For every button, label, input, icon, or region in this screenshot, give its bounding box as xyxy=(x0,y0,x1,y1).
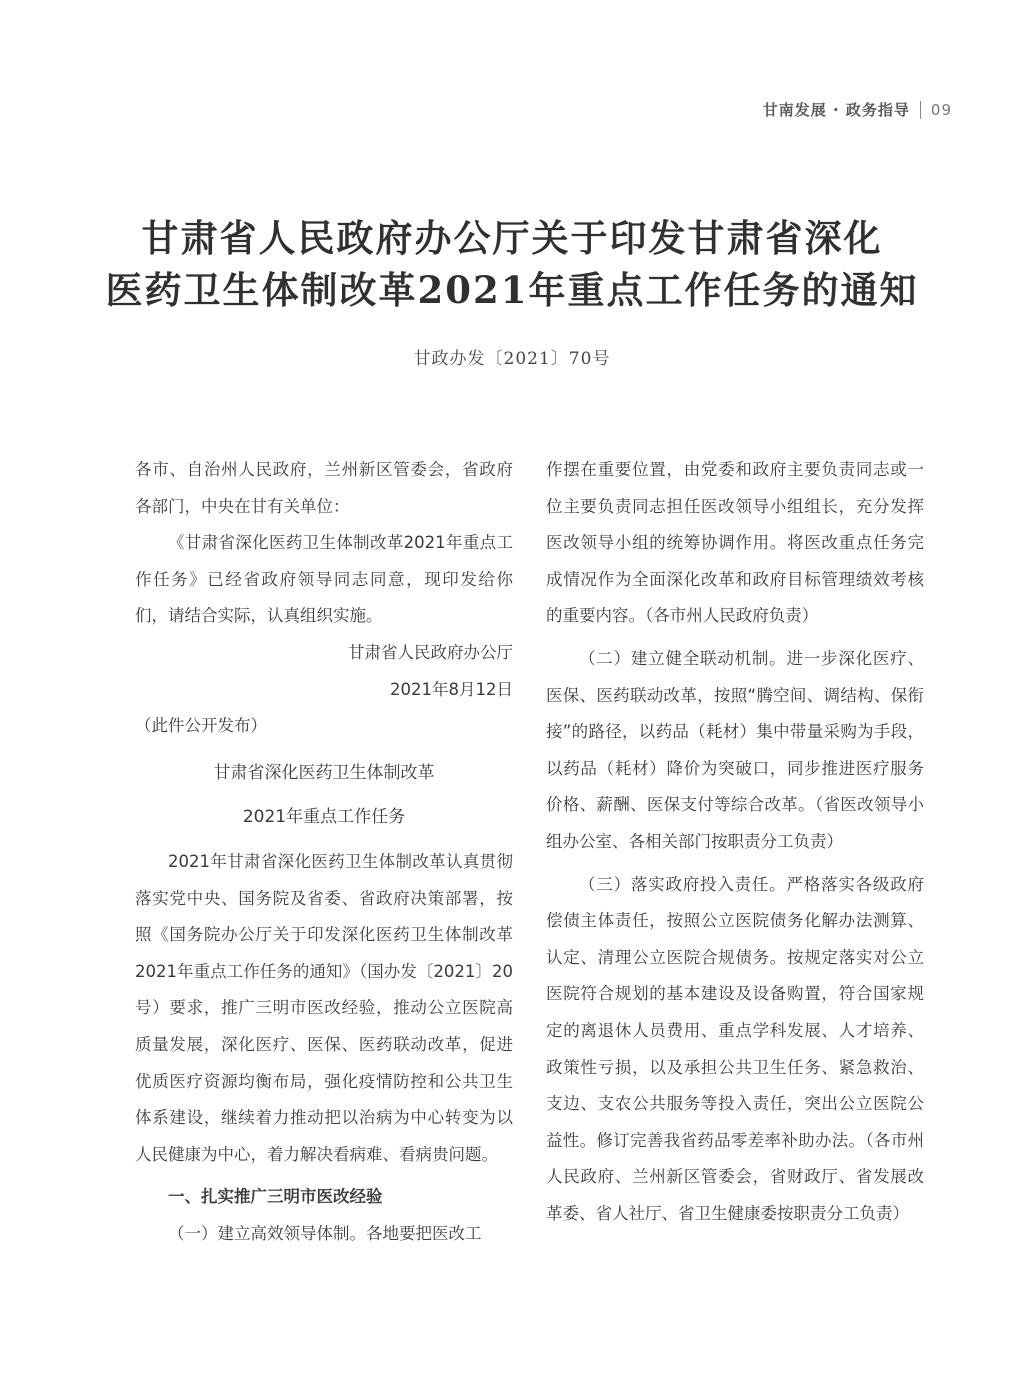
item-1-start: （一）建立高效领导体制。各地要把医改工 xyxy=(168,1223,482,1243)
item-1-continued: 作摆在重要位置，由党委和政府主要负责同志或一位主要负责同志担任医改领导小组组长，充分发挥医改领导小组的统筹协调作用。将医改重点任务完成情况作为全面深化改革和政府目标管理绩效考核的重要内容。（各市州人民政府负责） xyxy=(546,460,924,626)
header-divider xyxy=(920,101,921,119)
attachment-title-line-1: 甘肃省深化医药卫生体制改革 xyxy=(213,762,435,783)
salutation: 各市、自治州人民政府，兰州新区管委会，省政府各部门，中央在甘有关单位： xyxy=(135,460,513,516)
publication-note: （此件公开发布） xyxy=(135,716,267,736)
issuing-office: 甘肃省人民政府办公厅 xyxy=(348,642,513,662)
document-title xyxy=(0,212,1024,316)
right-column xyxy=(546,452,924,1232)
item-2: （二）建立健全联动机制。进一步深化医疗、医保、医药联动改革，按照“腾空间、调结构、保衔接”的路径，以药品（耗材）集中带量采购为手段，以药品（耗材）降价为突破口，同步推进医疗服务价格、薪酬、医保支付等综合改革。（省医改领导小组办公室、各相关部门按职责分工负责） xyxy=(546,648,924,851)
item-3: （三）落实政府投入责任。严格落实各级政府偿债主体责任，按照公立医院债务化解办法测算、认定、清理公立医院合规债务。按规定落实对公立医院符合规划的基本建设及设备购置，符合国家规定的离退休人员费用、重点学科发展、人才培养、政策性亏损，以及承担公共卫生任务、紧急救治、支边、支农公共服务等投入责任，突出公立医院公益性。修订完善我省药品零差率补助办法。（各市州人民政府、兰州新区管委会，省财政厅、省发展改革委、省人社厅、省卫生健康委按职责分工负责） xyxy=(546,874,924,1223)
left-column xyxy=(135,452,513,1252)
issue-date: 2021年8月12日 xyxy=(390,679,513,699)
publication-section-title: 甘南发展 · 政务指导 xyxy=(762,101,910,119)
notice-body: 《甘肃省深化医药卫生体制改革2021年重点工作任务》已经省政府领导同志同意，现印发给你们，请结合实际，认真组织实施。 xyxy=(135,533,513,626)
document-title-line-2: 医药卫生体制改革2021年重点工作任务的通知 xyxy=(105,268,919,312)
running-header xyxy=(763,99,952,120)
attachment-title-line-2: 2021年重点工作任务 xyxy=(242,807,406,828)
document-number: 甘政办发〔2021〕70号 xyxy=(413,349,611,369)
attachment-intro: 2021年甘肃省深化医药卫生体制改革认真贯彻落实党中央、国务院及省委、省政府决策部署，按照《国务院办公厅关于印发深化医药卫生体制改革2021年重点工作任务的通知》（国办发〔2021〕20号）要求，推广三明市医改经验，推动公立医院高质量发展，深化医疗、医保、医药联动改革，促进优质医疗资源均衡布局，强化疫情防控和公共卫生体系建设，继续着力推动把以治病为中心转变为以人民健康为中心，着力解决看病难、看病贵问题。 xyxy=(135,851,513,1164)
document-title-line-1: 甘肃省人民政府办公厅关于印发甘肃省深化 xyxy=(141,216,883,260)
page-number: 09 xyxy=(930,100,952,119)
section-1-heading: 一、扎实推广三明市医改经验 xyxy=(168,1187,383,1207)
